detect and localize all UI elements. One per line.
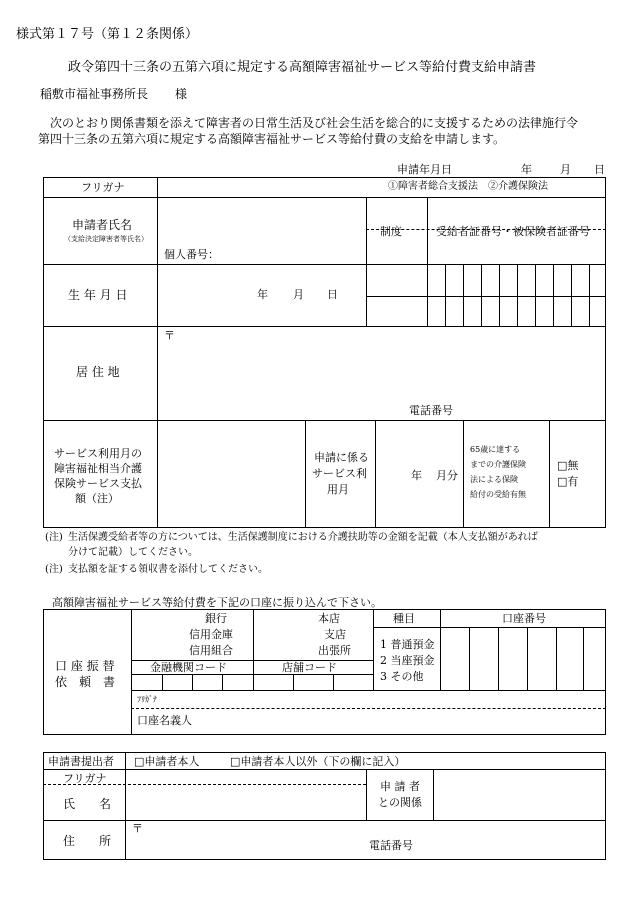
- intro-line-1: 次のとおり関係書類を添えて障害者の日常生活及び社会生活を総合的に支援するための法律施行令: [50, 116, 579, 130]
- amount-label-2: 障害福祉相当介護: [54, 462, 142, 475]
- service-month-2: サービス利: [312, 467, 367, 480]
- postal-mark: 〒: [164, 329, 175, 342]
- note2-mark: (注): [45, 564, 63, 575]
- amount-label-4: 額（注）: [75, 492, 119, 505]
- kumiai-option: 信用組合: [189, 644, 233, 657]
- transfer-label-1: 口 座 振 替: [55, 659, 115, 673]
- note1-mark: (注): [45, 532, 63, 543]
- head-office-option: 本店: [318, 612, 340, 625]
- sub-branch-option: 出張所: [318, 644, 351, 657]
- form-number: 様式第１７号（第１２条関係）: [16, 27, 199, 42]
- date-year: 年: [521, 163, 532, 176]
- applicant-name-label: 申請者氏名: [72, 218, 133, 232]
- address-label: 居 住 地: [76, 365, 120, 379]
- account-holder-label: 口座名義人: [137, 714, 192, 727]
- submitter-label: 申請書提出者: [48, 755, 114, 768]
- submitter-address-label: 住 所: [63, 834, 112, 848]
- shinkin-option: 信用金庫: [189, 628, 233, 641]
- transfer-label-2: 依 頼 書: [55, 675, 116, 689]
- submitter-self-checkbox[interactable]: □申請者本人: [134, 755, 200, 768]
- addressee: 稲敷市福祉事務所長: [40, 87, 149, 101]
- applicant-name-sub: （支給決定障害者等氏名）: [64, 235, 148, 243]
- personal-number-label: 個人番号：: [164, 248, 219, 261]
- type-label: 種目: [393, 612, 415, 625]
- birth-day: 日: [327, 288, 338, 301]
- birth-year: 年: [257, 288, 268, 301]
- birth-month: 月: [293, 288, 304, 301]
- date-label: 申請年月日: [397, 163, 452, 176]
- service-month-3: 用月: [327, 483, 349, 496]
- submitter-phone-label: 電話番号: [369, 839, 413, 852]
- type-2: 2 当座預金: [380, 654, 435, 667]
- age65-3: 法による保険: [470, 475, 518, 484]
- age65-1: 65歳に達する: [470, 445, 521, 454]
- service-month-1: 申請に係る: [314, 451, 369, 464]
- cert-number-label: 受給者証番号・被保険者証番号: [436, 225, 590, 238]
- submitter-furigana-label: フリガナ: [63, 772, 107, 785]
- phone-label: 電話番号: [409, 404, 453, 417]
- branch-option: 支店: [324, 628, 346, 641]
- furigana-label: フリガナ: [81, 181, 125, 194]
- note2: 支払額を証する領収書を添付してください。: [68, 564, 268, 575]
- submitter-postal-mark: 〒: [132, 822, 143, 835]
- form-title: 政令第四十三条の五第六項に規定する高額障害福祉サービス等給付費支給申請書: [68, 60, 537, 75]
- bank-code-label: 金融機関コード: [150, 661, 227, 674]
- relation-label-1: 申 請 者: [380, 780, 420, 793]
- age65-4: 給付の受給有無: [470, 490, 526, 499]
- date-day: 日: [594, 163, 605, 176]
- relation-label-2: との関係: [378, 796, 422, 809]
- branch-code-label: 店舗コード: [282, 661, 337, 674]
- honorific: 様: [175, 87, 188, 101]
- service-month: 月分: [436, 469, 458, 482]
- amount-label-1: サービス利用月の: [54, 447, 142, 460]
- date-month: 月: [560, 163, 571, 176]
- service-year: 年: [411, 469, 422, 482]
- checkbox-yes[interactable]: □有: [557, 475, 579, 488]
- type-1: 1 普通預金: [380, 638, 435, 651]
- note1-line1: 生活保護受給者等の方については、生活保護制度における介護扶助等の金額を記載（本人支払額があれば: [68, 532, 538, 543]
- note1-line2: 分けて記載）してください。: [68, 547, 198, 558]
- bank-option: 銀行: [205, 612, 227, 625]
- type-3: 3 その他: [380, 670, 424, 683]
- holder-furigana-label: ﾌﾘｶﾞﾅ: [137, 695, 157, 704]
- system-label: 制度: [380, 225, 402, 238]
- submitter-name-label: 氏 名: [63, 797, 112, 811]
- account-number-label: 口座番号: [502, 612, 546, 625]
- law-options: ①障害者総合支援法 ②介護保険法: [388, 181, 548, 192]
- submitter-other-checkbox[interactable]: □申請者本人以外（下の欄に記入）: [230, 755, 406, 768]
- bank-instruction: 高額障害福祉サービス等給付費を下記の口座に振り込んで下さい。: [52, 596, 382, 609]
- intro-line-2: 第四十三条の五第六項に規定する高額障害福祉サービス等給付費の支給を申請します。: [38, 132, 506, 146]
- amount-label-3: 保険サービス支払: [54, 477, 142, 490]
- checkbox-none[interactable]: □無: [557, 459, 579, 472]
- birthdate-label: 生 年 月 日: [68, 288, 128, 302]
- age65-2: までの介護保険: [470, 460, 526, 469]
